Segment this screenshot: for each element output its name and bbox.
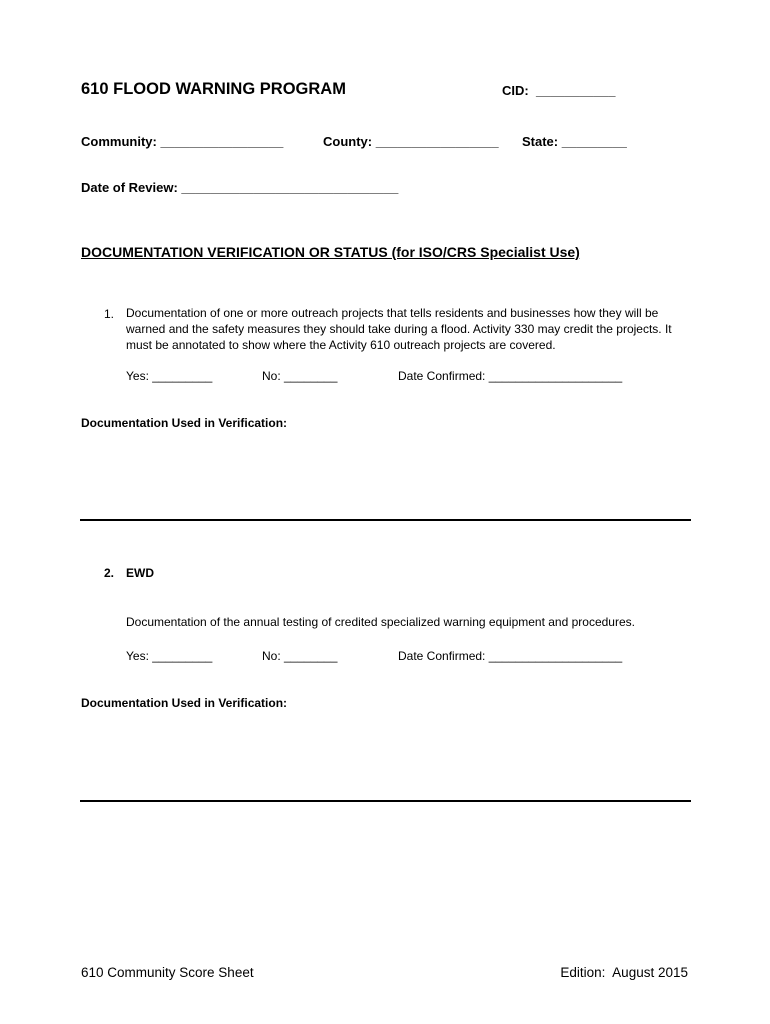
item-1-number: 1. [104, 307, 115, 321]
item-1-no-field: No: ________ [262, 369, 338, 383]
item-2-text: Documentation of the annual testing of credited specialized warning equipment and procedures. [126, 615, 635, 629]
item-1-text: Documentation of one or more outreach projects that tells residents and businesses how they will be warned and the safety measures they should take during a flood. Activity 330 may credit the projects. It must be annotated to show where the Activity 610 outreach projects are covered. [126, 306, 672, 352]
section-divider-2 [80, 800, 691, 802]
item-2-heading: EWD [126, 566, 154, 580]
page-title: 610 FLOOD WARNING PROGRAM [81, 80, 346, 98]
cid-field: CID: ___________ [502, 83, 616, 98]
section-divider-1 [80, 519, 691, 521]
item-1-yes-field: Yes: _________ [126, 369, 213, 383]
item-2-date-confirmed-field: Date Confirmed: ____________________ [398, 649, 623, 663]
section-heading: DOCUMENTATION VERIFICATION OR STATUS (for ISO/CRS Specialist Use) [81, 244, 580, 260]
footer-edition: Edition: August 2015 [560, 965, 688, 980]
item-2-no-field: No: ________ [262, 649, 338, 663]
item-2-yes-field: Yes: _________ [126, 649, 213, 663]
state-field: State: _________ [522, 134, 627, 149]
item-2-documentation-used-label: Documentation Used in Verification: [81, 696, 288, 710]
date-of-review-field: Date of Review: ______________________________ [81, 180, 399, 195]
item-1-documentation-used-label: Documentation Used in Verification: [81, 416, 288, 430]
county-field: County: _________________ [323, 134, 499, 149]
item-2-number: 2. [104, 566, 115, 580]
footer-document-name: 610 Community Score Sheet [81, 965, 254, 980]
item-1-date-confirmed-field: Date Confirmed: ____________________ [398, 369, 623, 383]
community-field: Community: _________________ [81, 134, 284, 149]
